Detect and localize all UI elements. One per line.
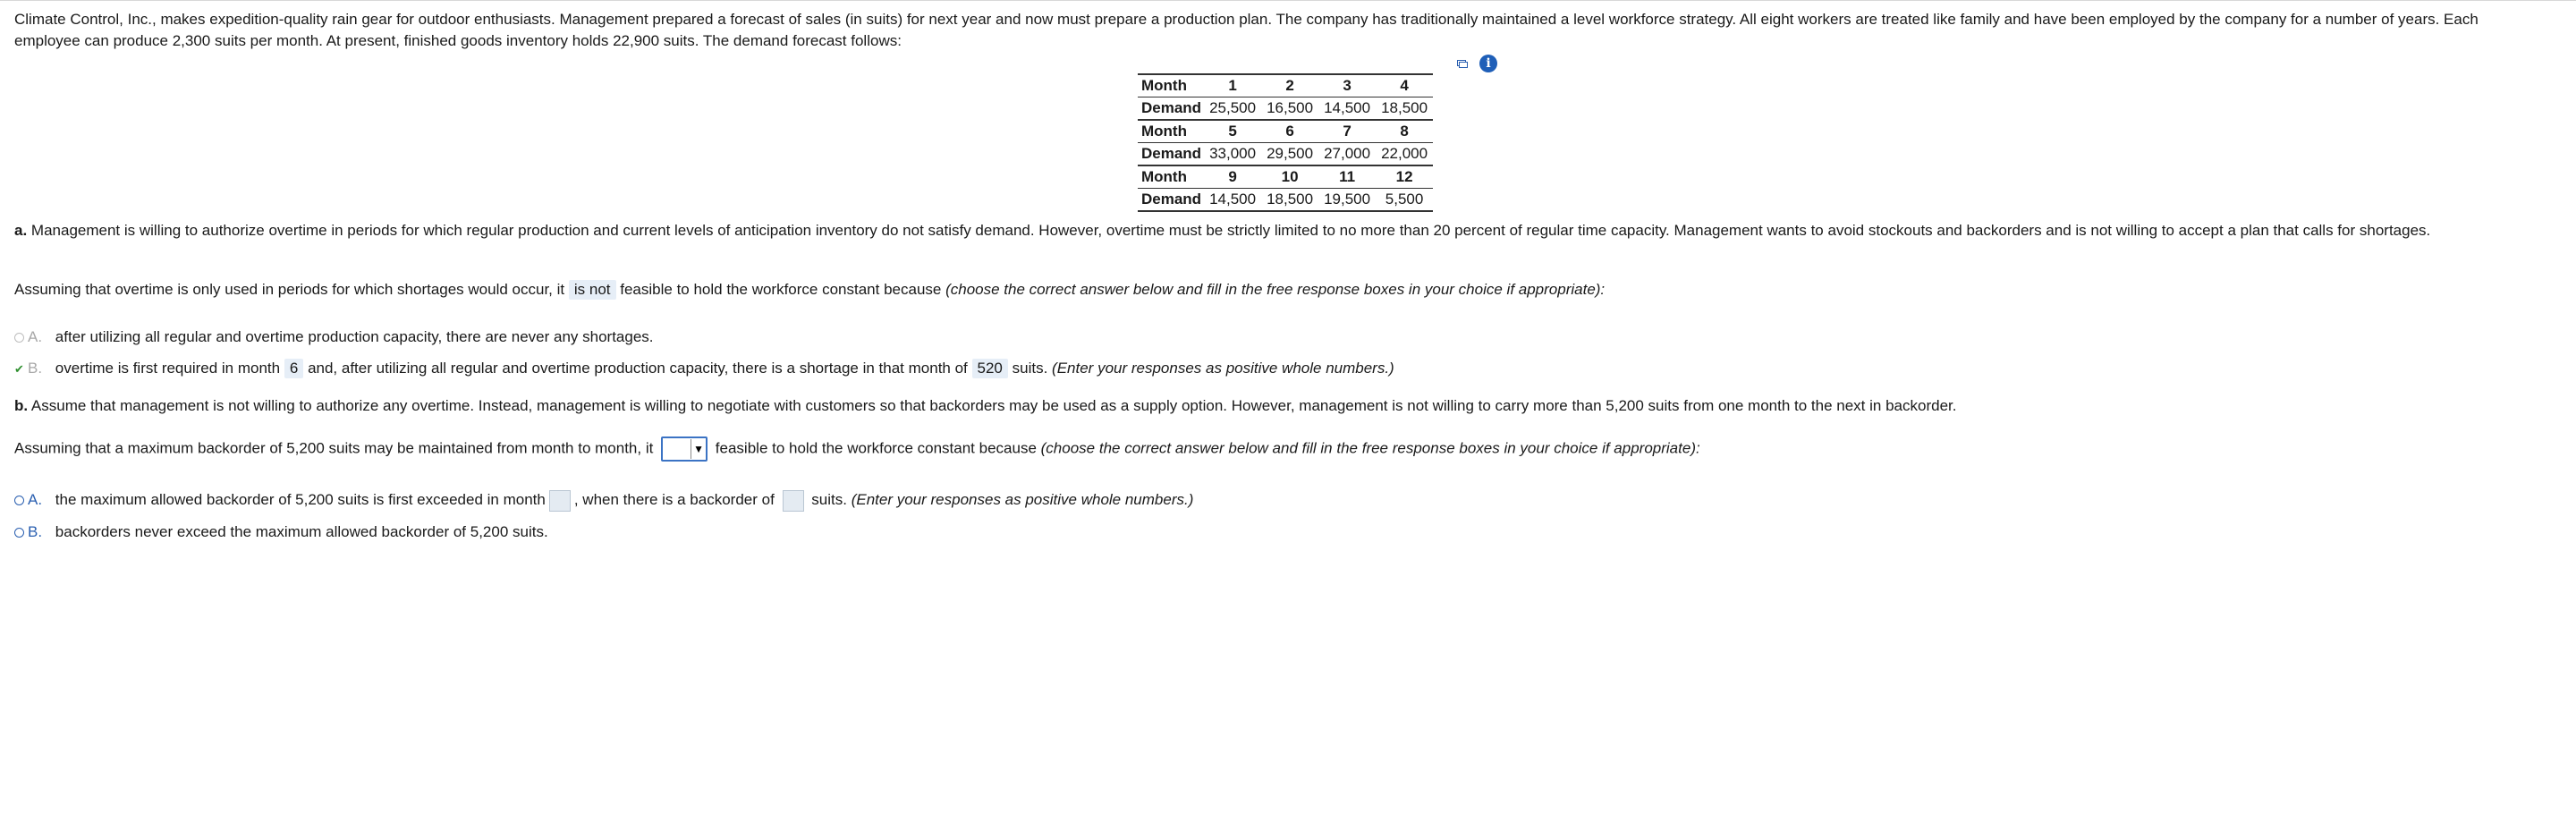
top-divider [0,0,2576,1]
table-row [1138,74,1433,97]
copy-icon[interactable] [1456,59,1469,68]
question-text: feasible to hold the workforce constant because [715,439,1037,457]
option-text: and, after utilizing all regular and overtime production capacity, there is a shortage in that month of [308,360,968,377]
demand-cell: 16,500 [1261,97,1318,121]
option-letter: B. [28,523,43,540]
part-b-option-a[interactable] [14,489,1193,512]
part-a-question [14,279,1605,301]
month-cell: 3 [1318,74,1376,97]
option-instructions: (Enter your responses as positive whole numbers.) [851,491,1194,508]
demand-forecast-table [1138,73,1433,212]
part-b-label: b. [14,397,29,414]
part-a-label: a. [14,222,28,239]
part-a-option-b[interactable] [14,358,1394,380]
month-header: Month [1138,74,1204,97]
option-text: the maximum allowed backorder of 5,200 suits is first exceeded in month [55,491,546,508]
table-row [1138,165,1433,189]
demand-cell: 14,500 [1204,189,1261,212]
option-instructions: (Enter your responses as positive whole numbers.) [1052,360,1394,377]
month-input[interactable] [549,490,571,512]
option-text: suits. [811,491,847,508]
demand-cell: 18,500 [1261,189,1318,212]
info-icon[interactable]: i [1479,55,1497,72]
option-text: backorders never exceed the maximum allowed backorder of 5,200 suits. [55,523,548,540]
question-text: Assuming that a maximum backorder of 5,200 suits may be maintained from month to month, it [14,439,654,457]
month-cell: 7 [1318,120,1376,143]
month-cell: 1 [1204,74,1261,97]
checkmark-icon: ✔ [14,361,24,376]
table-row [1138,120,1433,143]
demand-cell: 29,500 [1261,143,1318,166]
month-cell: 11 [1318,165,1376,189]
demand-cell: 22,000 [1376,143,1433,166]
demand-cell: 14,500 [1318,97,1376,121]
month-cell: 10 [1261,165,1318,189]
option-text: after utilizing all regular and overtime production capacity, there are never any shortages. [55,328,654,345]
demand-header: Demand [1138,97,1204,121]
part-b-question [14,436,1700,462]
question-text: feasible to hold the workforce constant because [620,281,942,298]
month-cell: 12 [1376,165,1433,189]
dropdown-arrow-icon[interactable]: ▼ [691,439,706,459]
month-cell: 8 [1376,120,1433,143]
part-b-text: Assume that management is not willing to authorize any overtime. Instead, management is willing to negotiate with customers so that backorders may be used as a supply option. However, management is not willing to carry more than 5,200 suits from one month to the next in backorder. [30,397,1957,414]
part-a-text: Management is willing to authorize overtime in periods for which regular production and current levels of anticipation inventory do not satisfy demand. However, overtime must be strictly limited to no more than 20 percent of regular time capacity. Management wants to avoid stockouts and backorders and is not willing to accept a plan that calls for shortages. [30,222,2431,239]
demand-cell: 33,000 [1204,143,1261,166]
option-letter: A. [28,328,43,345]
question-text: Assuming that overtime is only used in periods for which shortages would occur, it [14,281,565,298]
part-a-answer-dropdown[interactable]: is not [569,280,616,300]
option-text: , when there is a backorder of [573,491,775,508]
month-cell: 9 [1204,165,1261,189]
option-letter: B. [28,360,43,377]
demand-cell: 27,000 [1318,143,1376,166]
demand-cell: 5,500 [1376,189,1433,212]
toolbar-icons [1456,55,1497,72]
table-row [1138,97,1433,121]
demand-cell: 25,500 [1204,97,1261,121]
demand-cell: 18,500 [1376,97,1433,121]
shortage-answer-field[interactable]: 520 [972,359,1008,378]
question-instructions: (choose the correct answer below and fill in the free response boxes in your choice if appropriate): [1040,439,1700,457]
radio-icon[interactable] [14,528,24,538]
backorder-input[interactable] [783,490,804,512]
demand-cell: 19,500 [1318,189,1376,212]
radio-icon[interactable] [14,333,24,343]
month-header: Month [1138,165,1204,189]
problem-intro: Climate Control, Inc., makes expedition-quality rain gear for outdoor enthusiasts. Management prepared a forecast of sales (in suits) for next year and now must prepare a production plan. The company has traditionally maintained a level workforce strategy. All eight workers are treated like family and have been employed by the company for a number of years. Each employee can produce 2,300 suits per month. At present, finished goods inventory holds 22,900 suits. The demand forecast follows: [14,11,2479,49]
part-b-option-b[interactable] [14,521,548,543]
month-answer-field[interactable]: 6 [284,359,303,378]
question-instructions: (choose the correct answer below and fill in the free response boxes in your choice if appropriate): [945,281,1606,298]
month-header: Month [1138,120,1204,143]
option-letter: A. [28,491,43,508]
part-a-prompt [14,220,2546,242]
demand-header: Demand [1138,189,1204,212]
part-b-prompt [14,395,1956,417]
radio-icon[interactable] [14,496,24,505]
month-cell: 6 [1261,120,1318,143]
option-text: suits. [1012,360,1048,377]
month-cell: 5 [1204,120,1261,143]
demand-header: Demand [1138,143,1204,166]
month-cell: 4 [1376,74,1433,97]
table-row [1138,143,1433,166]
table-row [1138,189,1433,212]
part-a-option-a[interactable] [14,326,654,348]
option-text: overtime is first required in month [55,360,281,377]
part-b-answer-dropdown[interactable] [661,436,708,462]
month-cell: 2 [1261,74,1318,97]
